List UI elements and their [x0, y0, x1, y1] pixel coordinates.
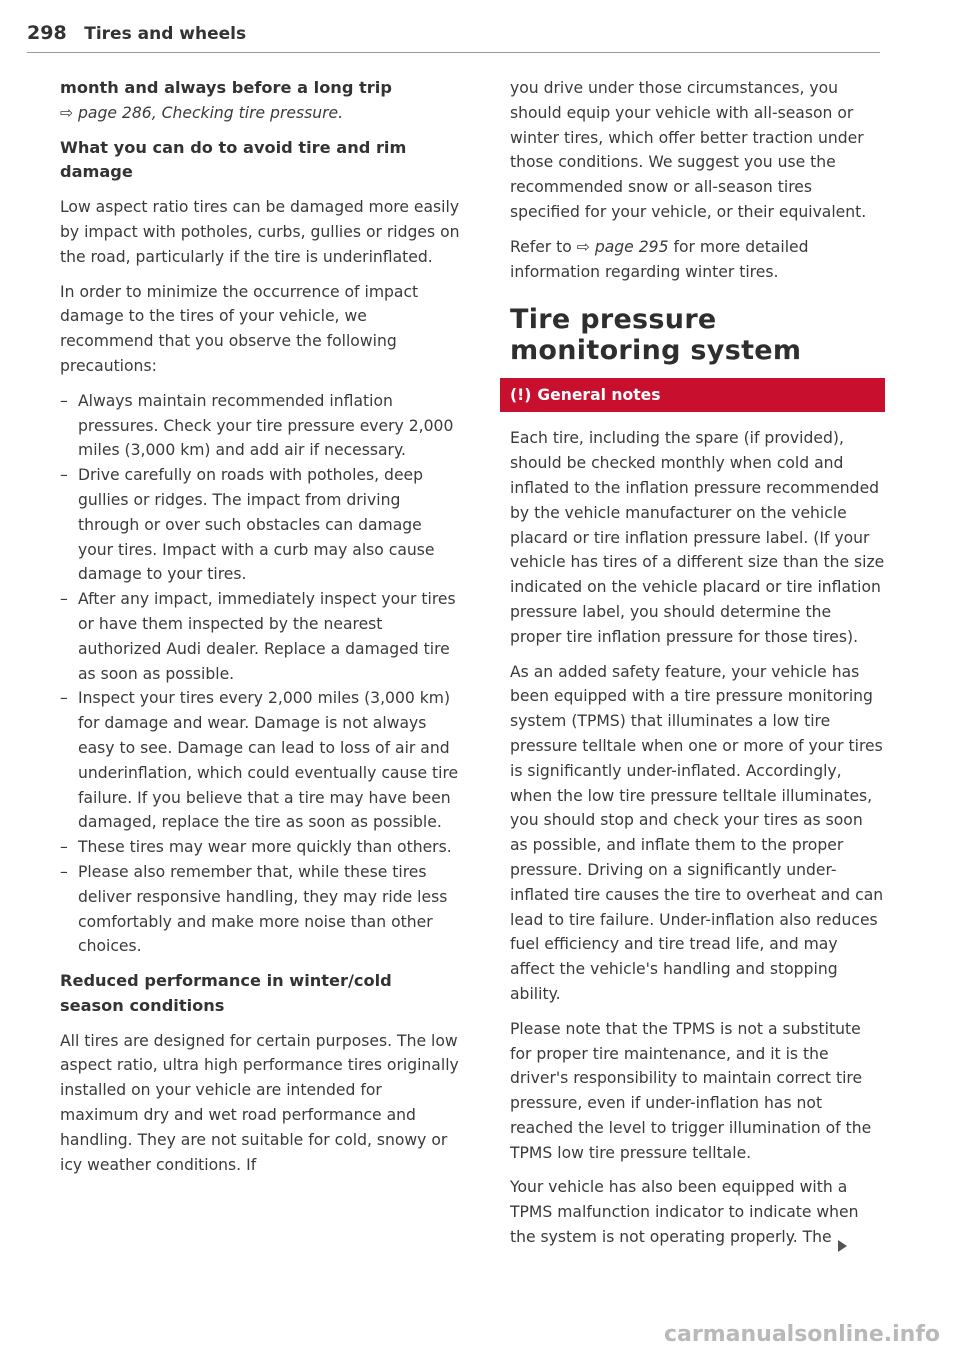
list-item: – Drive carefully on roads with potholes, deep gullies or ridges. The impact from driving through or over such obstacles can damage your tires. Impact with a curb may also cause damage to your tires.: [60, 463, 460, 587]
list-item: – Always maintain recommended inflation pressures. Check your tire pressure every 2,000 miles (3,000 km) and add air if necessary.: [60, 389, 460, 463]
paragraph-not-substitute: Please note that the TPMS is not a substitute for proper tire maintenance, and it is the driver's responsibility to maintain correct tire pressure, even if under-inflation has not reached the level to trigger illumination of the TPMS low tire pressure telltale.: [510, 1019, 872, 1162]
paragraph-low-aspect: Low aspect ratio tires can be damaged more easily by impact with potholes, curbs, gullies or ridges on the road, particularly if the tire is underinflated.: [60, 198, 460, 266]
paragraph-refer: [510, 235, 885, 285]
right-column: [510, 76, 885, 1260]
winter-tires-reference-link[interactable]: ⇨ page 295: [576, 237, 669, 256]
watermark: carmanualsonline.info: [664, 1322, 940, 1347]
left-column: [60, 76, 460, 1187]
list-item: – Please also remember that, while these tires deliver responsive handling, they may ride less comfortably and make more noise than other choices.: [60, 860, 460, 959]
paragraph-each-tire: Each tire, including the spare (if provided), should be checked monthly when cold and inflated to the inflation pressure recommended by the vehicle manufacturer on the vehicle placard or tire inflation pressure label. (If your vehicle has tires of a different size than the size indicated on the vehicle placard or tire inflation pressure label, you should determine the proper tire inflation pressure for those tires).: [510, 429, 885, 646]
list-item: – After any impact, immediately inspect your tires or have them inspected by the nearest authorized Audi dealer. Replace a damaged tire as soon as possible.: [60, 587, 460, 686]
page-header: [27, 22, 880, 53]
intro-bold: month and always before a long trip: [60, 78, 392, 97]
continue-arrow-icon: [838, 1240, 847, 1252]
tpms-title: Tire pressure monitoring system: [510, 304, 802, 367]
section-title: Tires and wheels: [84, 24, 247, 44]
paragraph-safety-feature: As an added safety feature, your vehicle has been equipped with a tire pressure monitoring system (TPMS) that illuminates a low tire pressure telltale when one or more of your tires is significantly under-inflated. Accordingly, when the low tire pressure telltale illuminates, you should stop and check your tires as soon as possible, and inflate them to the proper pressure. Driving on a significantly under-inflated tire causes the tire to overheat and can lead to tire failure. Under-inflation also reduces fuel efficiency and tire tread life, and may affect the vehicle's handling and stopping ability.: [510, 662, 884, 1003]
list-item: – Inspect your tires every 2,000 miles (3,000 km) for damage and wear. Damage is not always easy to see. Damage can lead to loss of air and underinflation, which could eventually cause tire failure. If you believe that a tire may have been damaged, replace the tire as soon as possible.: [60, 686, 460, 835]
heading-avoid-damage: What you can do to avoid tire and rim damage: [60, 137, 407, 182]
caution-icon: (!): [510, 386, 532, 405]
general-notes-label: General notes: [537, 386, 661, 405]
general-notes-bar: [500, 378, 885, 412]
precautions-list: [60, 389, 460, 959]
paragraph-circumstances: you drive under those circumstances, you should equip your vehicle with all-season or winter tires, which offer better traction under those conditions. We suggest you use the recommended snow or all-season tires specified for your vehicle, or their equivalent.: [510, 79, 867, 221]
paragraph-minimize: In order to minimize the occurrence of impact damage to the tires of your vehicle, we recommend that you observe the following precautions:: [60, 282, 419, 375]
intro-reference-link[interactable]: ⇨ page 286, Checking tire pressure.: [60, 103, 344, 122]
heading-winter: Reduced performance in winter/cold season conditions: [60, 971, 392, 1015]
list-item: – These tires may wear more quickly than others.: [60, 835, 460, 860]
refer-suffix: for more detailed information regarding winter tires.: [510, 237, 809, 281]
refer-prefix: Refer to: [510, 237, 577, 256]
paragraph-malfunction: Your vehicle has also been equipped with a TPMS malfunction indicator to indicate when the system is not operating properly. The: [510, 1178, 859, 1247]
paragraph-all-tires: All tires are designed for certain purposes. The low aspect ratio, ultra high performance tires originally installed on your vehicle are intended for maximum dry and wet road performance and handling. They are not suitable for cold, snowy or icy weather conditions. If: [60, 1031, 459, 1174]
page-number: 298: [27, 22, 67, 44]
